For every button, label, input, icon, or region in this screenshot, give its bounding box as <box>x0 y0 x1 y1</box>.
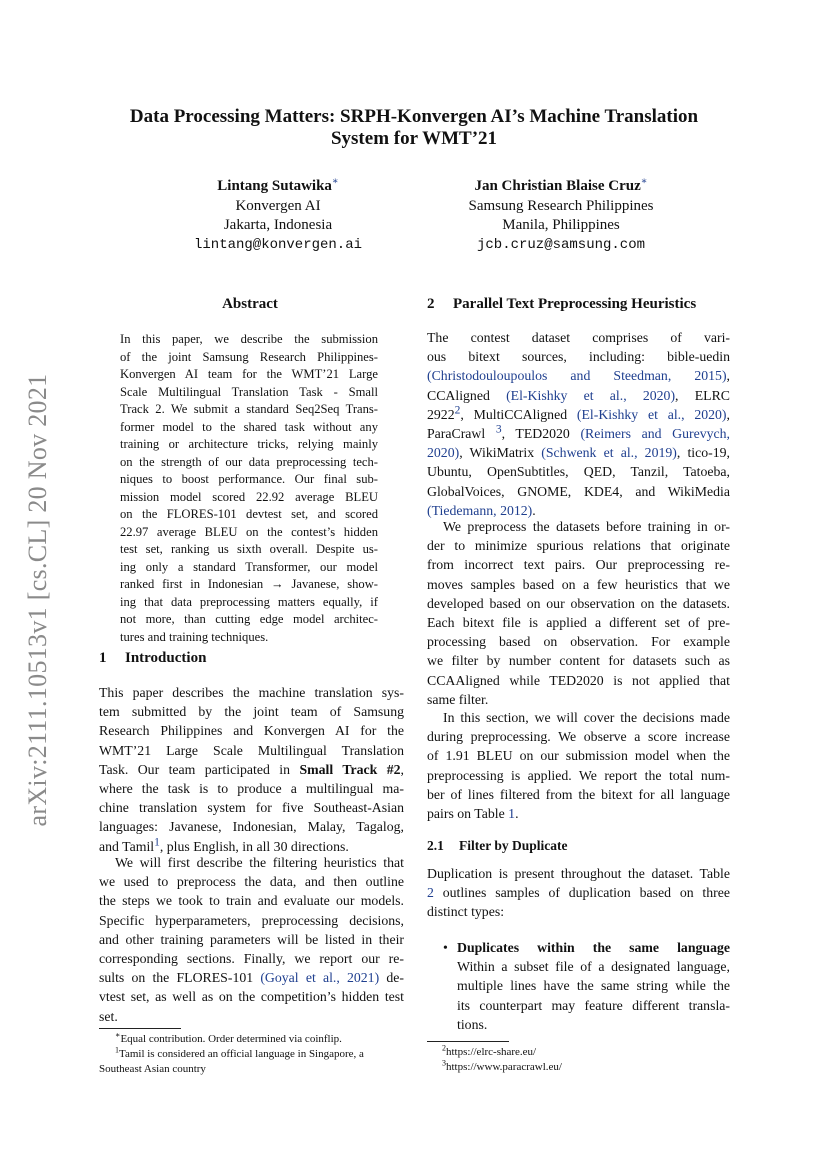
subsection-title: Filter by Duplicate <box>459 838 568 853</box>
body-line: where the task is to produce a multilingual ma- <box>99 780 404 796</box>
body-line: corresponding sections. Finally, we report our re- <box>99 950 404 966</box>
footnote-url[interactable]: https://www.paracrawl.eu/ <box>446 1061 562 1073</box>
abstract-line: ing only a standard Transformer, our model <box>120 559 378 574</box>
body-line: ous bitext sources, including: bible-uedin <box>427 349 730 365</box>
section-number: 2 <box>427 296 435 312</box>
abstract-line: ing that data preprocessing matters equally, if <box>120 594 378 609</box>
body-line: developed based on our observation on the datasets. <box>427 595 730 611</box>
abstract-line: mission model scored 22.92 average BLEU <box>120 489 378 504</box>
abstract-heading: Abstract <box>222 296 278 312</box>
body-line: and Tamil$^1$, plus English, in all 30 directions. <box>99 835 349 854</box>
paper-title <box>80 106 748 150</box>
body-line: chine translation system for five Southeast-Asian <box>99 800 404 816</box>
citation-link[interactable]: (Tiedemann, 2012) <box>427 502 533 518</box>
body-line: Specific hyperparameters, preprocessing decisions, <box>99 912 404 928</box>
author-mark: ∗ <box>640 176 648 187</box>
body-line: Research Philippines and Konvergen AI for the <box>99 723 404 739</box>
abstract-line: not more, than cutting edge model architec- <box>120 612 378 626</box>
author-block-2 <box>432 177 690 255</box>
section-title: Parallel Text Preprocessing Heuristics <box>453 296 697 312</box>
body-line: set. <box>99 1008 118 1024</box>
footnote-tamil-cont: Southeast Asian country <box>99 1063 206 1075</box>
abstract-line: training or architecture tricks, relying mainly <box>120 437 378 451</box>
body-line: languages: Javanese, Indonesian, Malay, Tagalog, <box>99 819 404 835</box>
section-number: 1 <box>99 650 107 666</box>
abstract-line: Konvergen AI team for the WMT’21 Large <box>120 367 378 381</box>
footnote-tamil: $^1$Tamil is considered an official language in Singapore, a <box>115 1045 364 1060</box>
author-affiliation: Samsung Research Philippines <box>468 197 654 214</box>
body-line: GlobalVoices, GNOME, KDE4, and WikiMedia <box>427 483 730 499</box>
track-emphasis: Small Track #2 <box>299 761 401 777</box>
sec2-paragraph-3 <box>427 708 730 823</box>
author-affiliation: Konvergen AI <box>235 197 321 214</box>
abstract-line: tures and training techniques. <box>120 629 269 644</box>
title-line-2: System for WMT’21 <box>330 128 498 149</box>
footnote-ref[interactable]: 2 <box>454 404 461 417</box>
body-line: we used to preprocess the data, and then outline <box>99 874 404 890</box>
sec2-paragraph-1 <box>427 328 730 520</box>
footnote-divider <box>427 1041 509 1042</box>
bullet-icon: • <box>443 940 448 955</box>
sec21-paragraph-1 <box>427 864 730 922</box>
abstract-line: Track 2. We submit a standard Seq2Seq Trans- <box>120 402 378 416</box>
body-line: pairs on Table 1. <box>427 805 519 821</box>
title-line-1: Data Processing Matters: SRPH-Konvergen AI’s Machine Translation <box>129 106 699 127</box>
body-line: vtest set, as well as on the competition’s hidden test <box>99 989 404 1005</box>
citation-link[interactable]: (Goyal et al., 2021) <box>260 970 380 986</box>
citation-link[interactable]: (El-Kishky et al., 2020) <box>576 406 727 422</box>
footnotes-left <box>99 1032 409 1077</box>
footnote-paracrawl: $^3$https://www.paracrawl.eu/ <box>442 1058 562 1073</box>
body-line: same filter. <box>427 691 489 707</box>
body-line: and other training parameters will be listed in their <box>99 931 404 947</box>
body-line: (Christodouloupoulos and Steedman, 2015), <box>427 368 730 384</box>
body-line: tions. <box>457 1016 488 1032</box>
arxiv-stamp-text: arXiv:2111.10513v1 [cs.CL] 20 Nov 2021 <box>23 373 52 827</box>
body-line: we filter by number content for datasets such as <box>427 653 730 669</box>
body-line: distinct types: <box>427 904 505 920</box>
body-line: its counterpart may feature different transla- <box>457 997 730 1013</box>
body-line: The contest dataset comprises of vari- <box>427 330 730 345</box>
footnote-ref[interactable]: 3 <box>495 423 502 436</box>
body-line: We preprocess the datasets before training in or- <box>443 519 730 534</box>
abstract-line: Scale Multilingual Translation Task - Small <box>120 384 378 399</box>
body-line: moves samples based on a few heuristics that we <box>427 576 730 592</box>
footnote-ref[interactable]: 1 <box>154 835 160 848</box>
body-line: Ubuntu, OpenSubtitles, QED, Tanzil, Tatoeba, <box>427 464 730 480</box>
abstract-body <box>120 331 378 646</box>
intro-paragraph-2 <box>99 853 404 1026</box>
section-title: Introduction <box>125 650 207 666</box>
footnote-divider <box>99 1028 181 1029</box>
abstract-line: of the joint Samsung Research Philippines- <box>120 349 378 364</box>
footnote-equal-contribution: ∗Equal contribution. Order determined via coinflip. <box>115 1030 342 1045</box>
body-line: processing based on observation. For example <box>427 634 730 650</box>
body-line: CCAligned (El-Kishky et al., 2020), ELRC <box>427 387 730 403</box>
body-line: In this section, we will cover the decisions made <box>443 710 730 725</box>
table-ref-link[interactable]: 2 <box>427 885 434 901</box>
author-name: Jan Christian Blaise Cruz∗ <box>474 176 648 194</box>
citation-link[interactable]: (Schwenk et al., 2019) <box>541 445 677 461</box>
author-name: Lintang Sutawika∗ <box>217 176 339 194</box>
body-line: preprocessing is applied. We report the total num- <box>427 767 730 783</box>
citation-link[interactable]: (Reimers and Gurevych, <box>580 425 730 441</box>
body-line: the steps we took to train and evaluate our models. <box>99 893 404 909</box>
abstract-line: In this paper, we describe the submission <box>120 332 378 346</box>
body-line: der to minimize spurious relations that originate <box>427 538 730 554</box>
footnote-elrc: $^2$https://elrc-share.eu/ <box>442 1043 537 1058</box>
author-location: Manila, Philippines <box>502 217 620 233</box>
author-location: Jakarta, Indonesia <box>223 217 333 233</box>
body-line: WMT’21 Large Scale Multilingual Translation <box>99 742 404 758</box>
bullet-text <box>457 938 730 1034</box>
body-line: ParaCrawl $^3$, TED2020 (Reimers and Gurevych, <box>427 423 730 441</box>
abstract-line: niques to boost performance. Our final sub- <box>120 472 378 486</box>
body-line: This paper describes the machine translation sys- <box>99 685 404 700</box>
abstract-line: test set, ranking us sixth overall. Despite us- <box>120 542 378 556</box>
footnotes-right <box>442 1045 562 1075</box>
citation-link[interactable]: 2020) <box>427 445 460 461</box>
body-line: ber of lines filtered from the bitext for all language <box>427 786 730 802</box>
body-line: (Tiedemann, 2012). <box>427 502 536 518</box>
author-mark: ∗ <box>331 176 339 187</box>
body-line: 2922$^2$, MultiCCAligned (El-Kishky et al., 2020), <box>427 404 730 422</box>
body-line: from incorrect text pairs. Our preprocessing re- <box>427 557 730 573</box>
body-line: sults on the FLORES-101 (Goyal et al., 2021) de- <box>99 970 404 986</box>
body-line: CCAAligned while TED2020 is not applied that <box>427 672 730 688</box>
abstract-line: on the strength of our data preprocessing tech- <box>120 454 378 469</box>
table-ref-link[interactable]: 1 <box>508 805 516 821</box>
subsection-number: 2.1 <box>427 838 444 853</box>
citation-link[interactable]: (El-Kishky et al., 2020) <box>506 387 676 403</box>
body-line: tem submitted by the joint team of Samsung <box>99 704 404 720</box>
abstract-line: on the FLORES-101 devtest set, and scored <box>120 507 378 521</box>
body-line: 2 outlines samples of duplication based on three <box>427 885 730 901</box>
section-heading-preprocessing <box>427 296 696 313</box>
body-line: Duplication is present throughout the dataset. Table <box>427 866 730 881</box>
body-line: 2020), WikiMatrix (Schwenk et al., 2019), tico-19, <box>427 445 730 461</box>
author-email: lintang@konvergen.ai <box>193 236 363 253</box>
body-line: Within a subset file of a designated language, <box>457 959 730 975</box>
abstract-line: former model to the shared task without any <box>120 419 378 434</box>
footnote-url[interactable]: https://elrc-share.eu/ <box>446 1046 537 1058</box>
body-line: during preprocessing. We observe a score increase <box>427 729 730 745</box>
body-line: Each bitext file is applied a different set of pre- <box>427 614 730 630</box>
section-heading-introduction <box>99 650 206 667</box>
subsection-heading-duplicate <box>427 838 568 854</box>
sec2-paragraph-2 <box>427 517 730 709</box>
intro-paragraph-1 <box>99 683 404 856</box>
bullet-heading: Duplicates within the same language <box>457 940 730 955</box>
body-line: Task. Our team participated in Small Track #2, <box>99 761 404 777</box>
body-line: multiple lines have the same string while the <box>457 978 730 994</box>
author-email: jcb.cruz@samsung.com <box>476 236 646 253</box>
abstract-line: ranked first in Indonesian → Javanese, show- <box>120 577 378 591</box>
author-block-1 <box>178 177 378 255</box>
body-line: We will first describe the filtering heuristics that <box>115 855 404 870</box>
abstract-line: 22.97 average BLEU on the contest’s hidden <box>120 524 378 539</box>
citation-link[interactable]: (Christodouloupoulos and Steedman, 2015) <box>427 368 727 384</box>
body-line: of 1.91 BLEU on our submission model when the <box>427 748 730 764</box>
